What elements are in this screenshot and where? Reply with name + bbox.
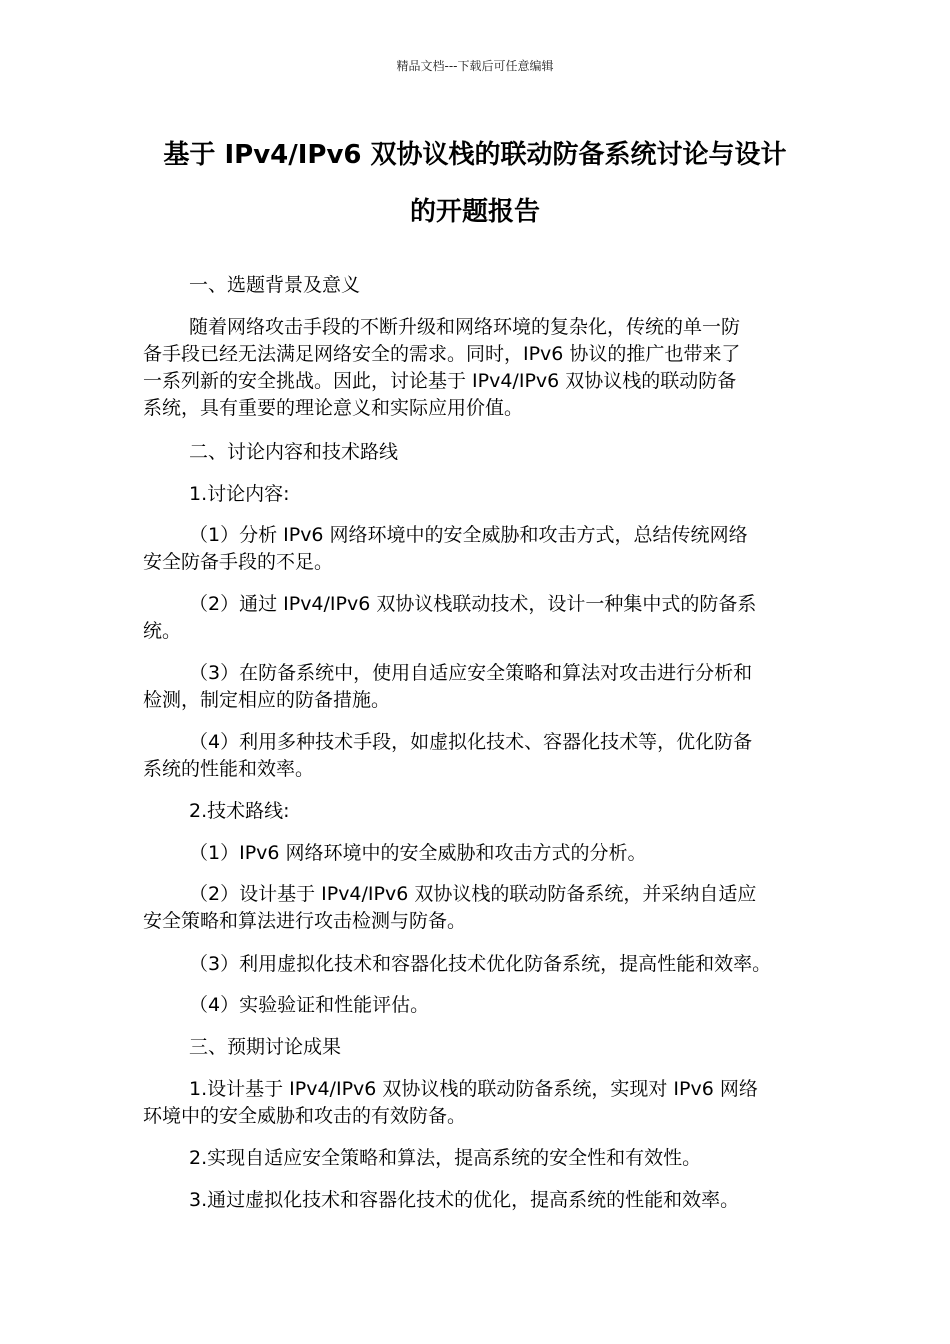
text-line: 3.通过虚拟化技术和容器化技术的优化，提高系统的性能和效率。: [189, 1189, 740, 1211]
text-line: 三、预期讨论成果: [189, 1036, 342, 1058]
list-item: [143, 591, 823, 645]
list-item: [143, 660, 823, 714]
text-line: 系统，具有重要的理论意义和实际应用价值。: [143, 397, 524, 419]
paragraph-background: [143, 314, 823, 422]
section-heading-content: [143, 439, 823, 466]
text-line: （4）实验验证和性能评估。: [189, 994, 430, 1016]
list-item: [143, 729, 823, 783]
text-line: （3）在防备系统中，使用自适应安全策略和算法对攻击进行分析和: [189, 662, 753, 684]
text-line: 备手段已经无法满足网络安全的需求。同时，IPv6 协议的推广也带来了: [143, 343, 741, 365]
text-line: 一、选题背景及意义: [189, 274, 361, 296]
text-line: 1.设计基于 IPv4/IPv6 双协议栈的联动防备系统，实现对 IPv6 网络: [189, 1078, 758, 1100]
text-line: 1.讨论内容:: [189, 483, 290, 505]
document-title-line-1: 基于 IPv4/IPv6 双协议栈的联动防备系统讨论与设计: [163, 140, 787, 170]
text-line: 随着网络攻击手段的不断升级和网络环境的复杂化，传统的单一防: [189, 316, 741, 338]
text-line: 2.实现自适应安全策略和算法，提高系统的安全性和有效性。: [189, 1147, 702, 1169]
subheading-technical-route: [143, 798, 823, 825]
text-line: 检测，制定相应的防备措施。: [143, 689, 391, 711]
text-line: （4）利用多种技术手段，如虚拟化技术、容器化技术等，优化防备: [189, 731, 753, 753]
text-line: （2）通过 IPv4/IPv6 双协议栈联动技术，设计一种集中式的防备系: [189, 593, 757, 615]
text-line: 统。: [143, 620, 182, 642]
list-item: [143, 951, 823, 978]
text-line: 二、讨论内容和技术路线: [189, 441, 399, 463]
text-line: 环境中的安全威胁和攻击的有效防备。: [143, 1105, 467, 1127]
section-heading-background: [143, 272, 823, 299]
list-item: [143, 1076, 823, 1130]
text-line: 2.技术路线:: [189, 800, 290, 822]
text-line: （3）利用虚拟化技术和容器化技术优化防备系统，提高性能和效率。: [189, 953, 772, 975]
text-line: （1）IPv6 网络环境中的安全威胁和攻击方式的分析。: [189, 842, 647, 864]
list-item: [143, 840, 823, 867]
list-item: [143, 1187, 823, 1214]
list-item: [143, 881, 823, 935]
text-line: （1）分析 IPv6 网络环境中的安全威胁和攻击方式，总结传统网络: [189, 524, 748, 546]
text-line: （2）设计基于 IPv4/IPv6 双协议栈的联动防备系统，并采纳自适应: [189, 883, 757, 905]
text-line: 安全防备手段的不足。: [143, 551, 334, 573]
list-item: [143, 522, 823, 576]
text-line: 系统的性能和效率。: [143, 758, 315, 780]
list-item: [143, 1145, 823, 1172]
subheading-research-content: [143, 481, 823, 508]
section-heading-expected-results: [143, 1034, 823, 1061]
header-watermark: 精品文档---下载后可任意编辑: [396, 59, 554, 73]
list-item: [143, 992, 823, 1019]
text-line: 安全策略和算法进行攻击检测与防备。: [143, 910, 467, 932]
text-line: 一系列新的安全挑战。因此，讨论基于 IPv4/IPv6 双协议栈的联动防备: [143, 370, 737, 392]
document-title-line-2: 的开题报告: [409, 197, 540, 227]
